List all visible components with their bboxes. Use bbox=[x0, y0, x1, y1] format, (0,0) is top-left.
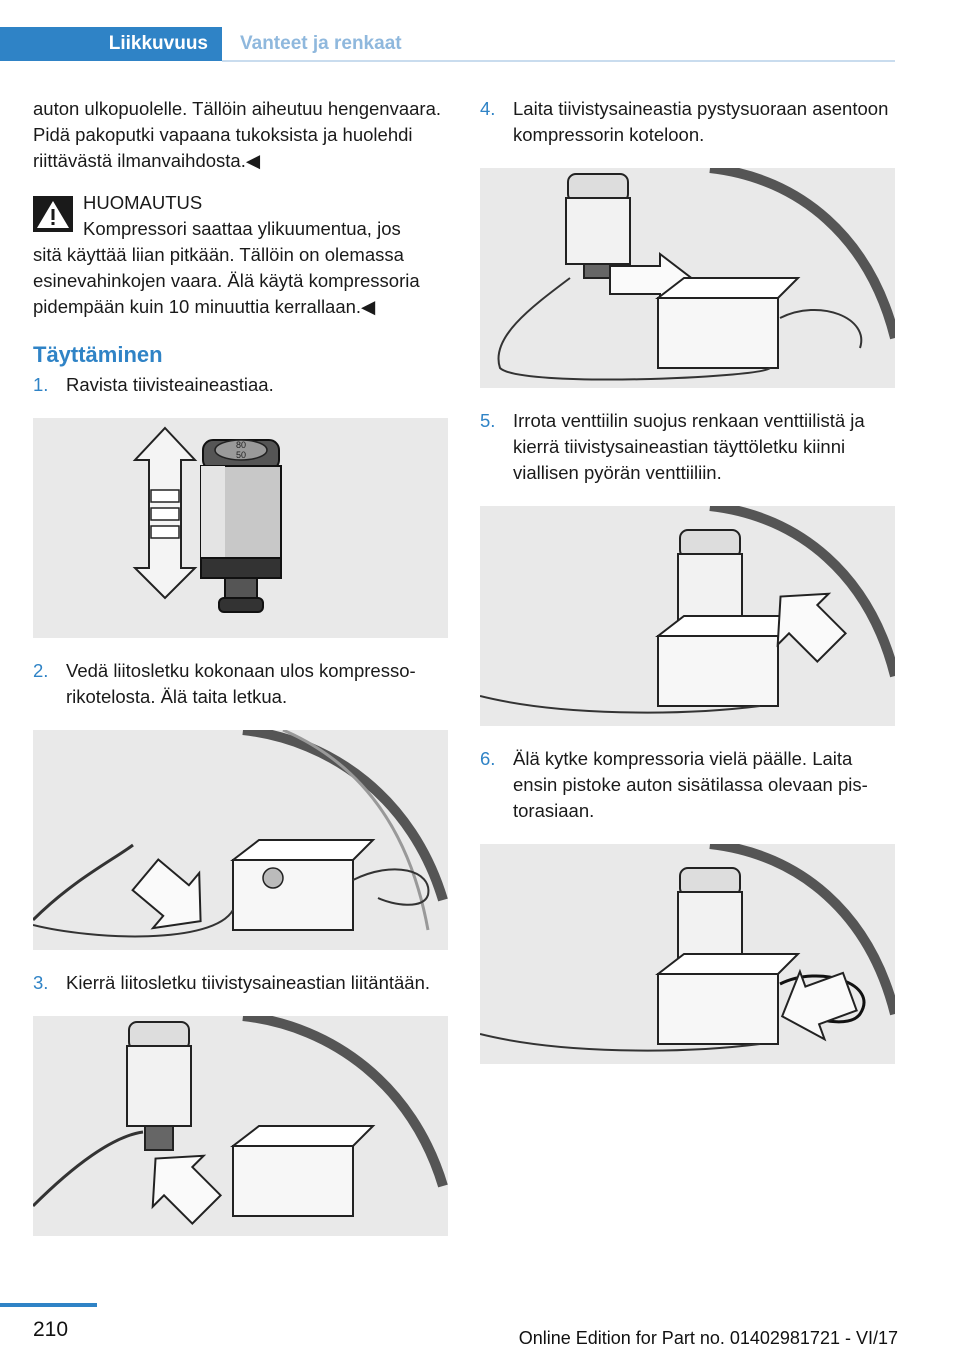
figure-insert-bottle bbox=[480, 168, 895, 388]
step-text: Laita tiivistysaineastia pystysuoraan asentoon kompressorin koteloon. bbox=[513, 98, 889, 145]
connect-hose-illustration bbox=[33, 1016, 448, 1236]
shake-bottle-illustration bbox=[33, 418, 448, 638]
pull-hose-illustration bbox=[33, 730, 448, 950]
step-text: Irrota venttiilin suojus renkaan venttiilistä ja kierrä tiivistysaineastian täyttöletku kiinni viallisen pyörän venttiiliin. bbox=[513, 410, 865, 483]
step-5 bbox=[480, 408, 895, 486]
warning-text-line1: Kompressori saattaa ylikuumentua, jos bbox=[83, 218, 401, 239]
step-number: 6. bbox=[480, 748, 496, 769]
figure-connect-hose bbox=[33, 1016, 448, 1236]
warning-block bbox=[33, 190, 448, 320]
step-1 bbox=[33, 372, 448, 398]
tab-vanteet-ja-renkaat[interactable]: Vanteet ja renkaat bbox=[240, 33, 402, 54]
footer-accent-bar bbox=[0, 1303, 97, 1307]
step-6 bbox=[480, 746, 895, 824]
step-2 bbox=[33, 658, 448, 710]
attach-valve-illustration bbox=[480, 506, 895, 726]
right-column bbox=[480, 96, 895, 1084]
bottle-label-text: 50 bbox=[235, 450, 247, 460]
warning-triangle-icon bbox=[33, 196, 73, 232]
step-number: 5. bbox=[480, 410, 496, 431]
warning-heading: HUOMAUTUS bbox=[83, 192, 203, 213]
step-4 bbox=[480, 96, 895, 148]
figure-plug-socket bbox=[480, 844, 895, 1064]
edition-info: Online Edition for Part no. 01402981721 - VI/17 bbox=[518, 1328, 898, 1348]
warning-text: sitä käyttää liian pitkään. Tällöin on olemassa esinevahinkojen vaara. Älä käytä kompressoria pidempään kuin 10 minuuttia kerrallaan.◀ bbox=[33, 244, 420, 317]
page-header bbox=[0, 0, 960, 70]
intro-paragraph: auton ulkopuolelle. Tällöin aiheutuu hengenvaara. Pidä pakoputki vapaana tukoksista ja huolehdi riittävästä ilmanvaihdosta.◀ bbox=[33, 98, 442, 171]
figure-shake-bottle bbox=[33, 418, 448, 638]
bottle-label-text: 80 bbox=[235, 440, 247, 450]
left-column bbox=[33, 96, 448, 1256]
tab-liikkuvuus[interactable]: Liikkuvuus bbox=[0, 27, 222, 61]
step-text: Älä kytke kompressoria vielä päälle. Laita ensin pistoke auton sisätilassa olevaan pistorasiaan. bbox=[513, 748, 868, 821]
step-number: 1. bbox=[33, 374, 49, 395]
step-number: 4. bbox=[480, 98, 496, 119]
header-divider bbox=[222, 60, 895, 62]
insert-bottle-illustration bbox=[480, 168, 895, 388]
figure-pull-hose bbox=[33, 730, 448, 950]
figure-attach-valve bbox=[480, 506, 895, 726]
step-text: Ravista tiivisteaineastiaa. bbox=[66, 374, 274, 395]
plug-socket-illustration bbox=[480, 844, 895, 1064]
step-3 bbox=[33, 970, 448, 996]
step-number: 2. bbox=[33, 660, 49, 681]
step-text: Kierrä liitosletku tiivistysaineastian liitäntään. bbox=[66, 972, 431, 993]
page-number: 210 bbox=[33, 1318, 69, 1341]
section-title: Täyttäminen bbox=[33, 342, 163, 367]
step-number: 3. bbox=[33, 972, 49, 993]
step-text: Vedä liitosletku kokonaan ulos kompressorikotelosta. Älä taita letkua. bbox=[66, 660, 416, 707]
